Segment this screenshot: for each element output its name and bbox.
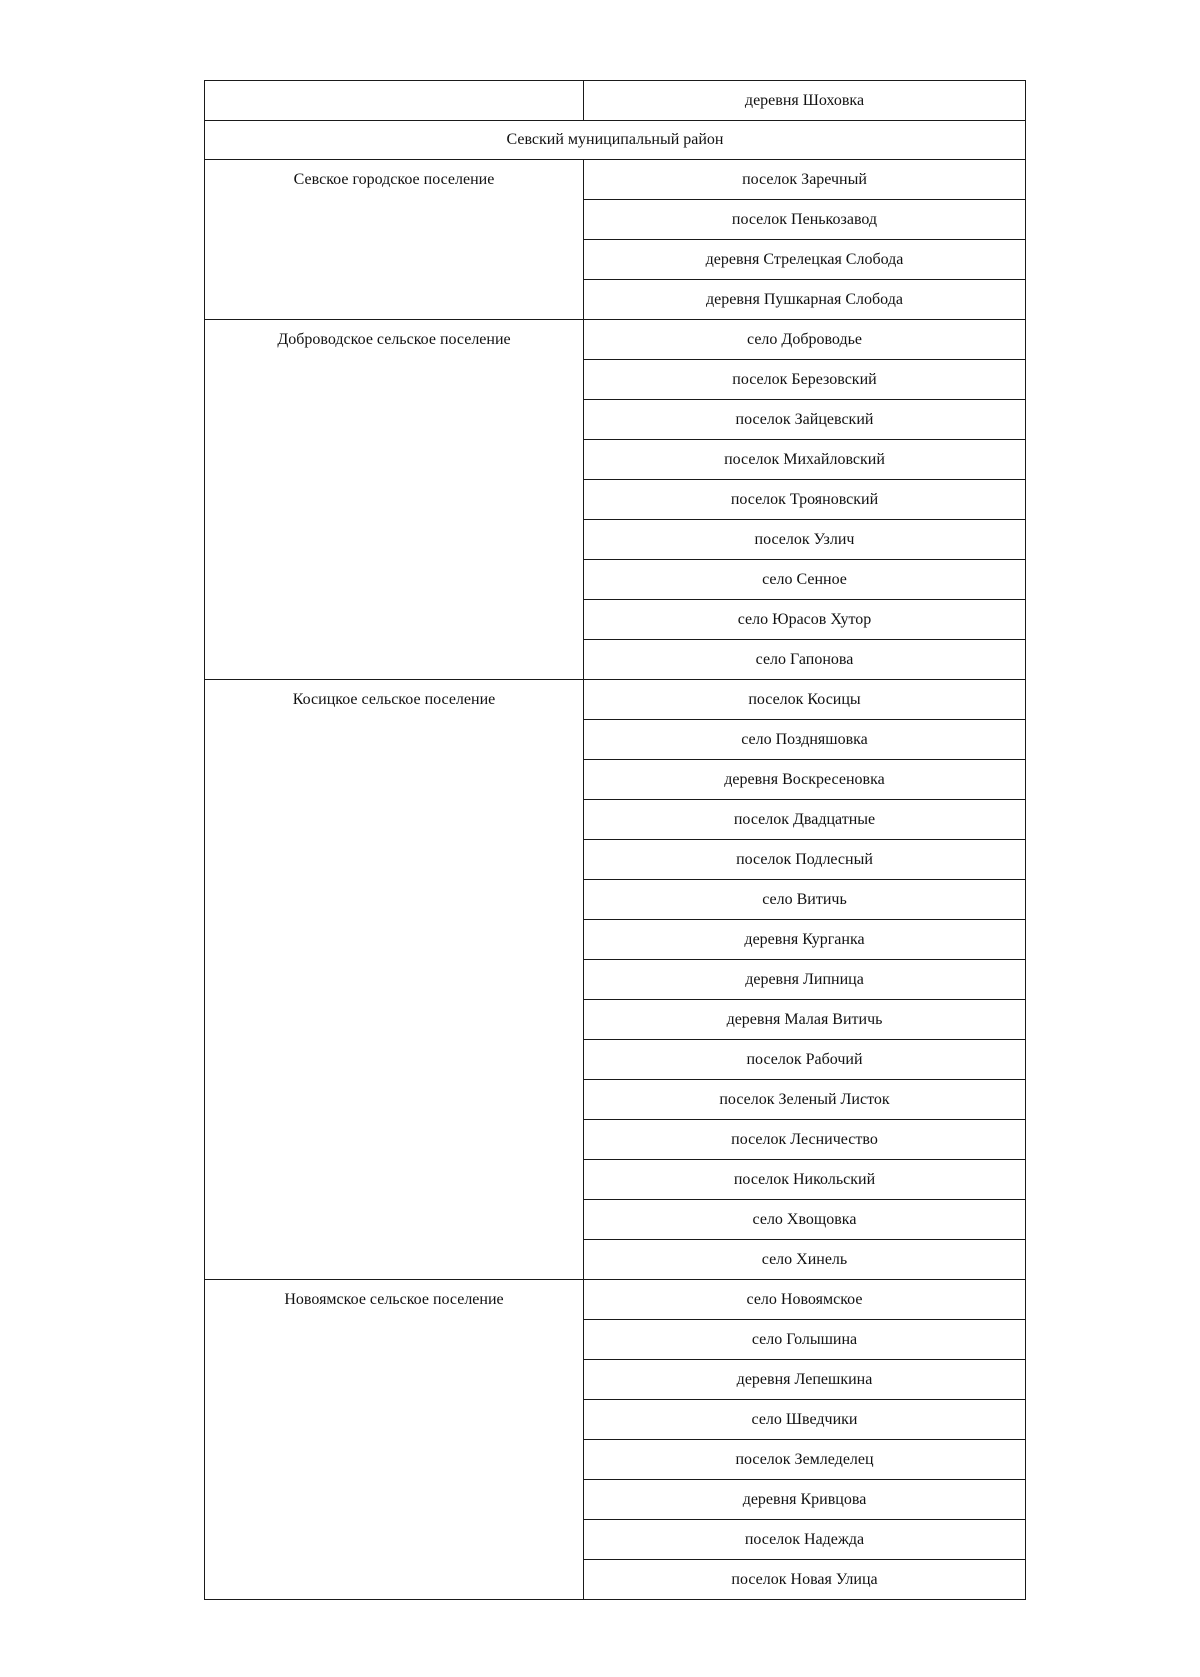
table-row: [205, 81, 1026, 121]
locality-cell: деревня Лепешкина: [584, 1360, 1026, 1400]
locality-cell: поселок Подлесный: [584, 840, 1026, 880]
table-row: [205, 320, 1026, 360]
locality-cell: село Хинель: [584, 1240, 1026, 1280]
locality-cell: село Голышина: [584, 1320, 1026, 1360]
locality-cell: деревня Малая Витичь: [584, 1000, 1026, 1040]
locality-cell: поселок Лесничество: [584, 1120, 1026, 1160]
locality-cell: поселок Надежда: [584, 1520, 1026, 1560]
settlements-table: [204, 80, 1026, 1600]
locality-cell: поселок Новая Улица: [584, 1560, 1026, 1600]
settlement-name-cell: Доброводское сельское поселение: [205, 320, 584, 680]
table-row: [205, 160, 1026, 200]
locality-cell: село Гапонова: [584, 640, 1026, 680]
locality-cell: поселок Узлич: [584, 520, 1026, 560]
locality-cell: поселок Никольский: [584, 1160, 1026, 1200]
table-row: [205, 1280, 1026, 1320]
locality-cell: поселок Рабочий: [584, 1040, 1026, 1080]
locality-cell: деревня Стрелецкая Слобода: [584, 240, 1026, 280]
locality-cell: поселок Земледелец: [584, 1440, 1026, 1480]
locality-cell: поселок Пенькозавод: [584, 200, 1026, 240]
locality-cell: поселок Зеленый Листок: [584, 1080, 1026, 1120]
locality-cell: село Сенное: [584, 560, 1026, 600]
table-body: [205, 81, 1026, 1600]
locality-cell: деревня Курганка: [584, 920, 1026, 960]
locality-cell: село Юрасов Хутор: [584, 600, 1026, 640]
locality-cell: деревня Воскресеновка: [584, 760, 1026, 800]
locality-cell: село Витичь: [584, 880, 1026, 920]
locality-cell: деревня Липница: [584, 960, 1026, 1000]
locality-cell: деревня Шоховка: [584, 81, 1026, 121]
district-heading: Севский муниципальный район: [205, 121, 1026, 160]
table-row: [205, 680, 1026, 720]
locality-cell: деревня Кривцова: [584, 1480, 1026, 1520]
locality-cell: поселок Двадцатные: [584, 800, 1026, 840]
settlement-name-cell: Севское городское поселение: [205, 160, 584, 320]
settlement-name-cell: Косицкое сельское поселение: [205, 680, 584, 1280]
locality-cell: село Шведчики: [584, 1400, 1026, 1440]
locality-cell: поселок Михайловский: [584, 440, 1026, 480]
district-row: [205, 121, 1026, 160]
settlement-name-cell: Новоямское сельское поселение: [205, 1280, 584, 1600]
locality-cell: поселок Зайцевский: [584, 400, 1026, 440]
locality-cell: село Доброводье: [584, 320, 1026, 360]
locality-cell: село Новоямское: [584, 1280, 1026, 1320]
locality-cell: поселок Косицы: [584, 680, 1026, 720]
settlement-name-cell: [205, 81, 584, 121]
locality-cell: поселок Березовский: [584, 360, 1026, 400]
locality-cell: поселок Трояновский: [584, 480, 1026, 520]
locality-cell: деревня Пушкарная Слобода: [584, 280, 1026, 320]
locality-cell: село Поздняшовка: [584, 720, 1026, 760]
locality-cell: село Хвощовка: [584, 1200, 1026, 1240]
locality-cell: поселок Заречный: [584, 160, 1026, 200]
